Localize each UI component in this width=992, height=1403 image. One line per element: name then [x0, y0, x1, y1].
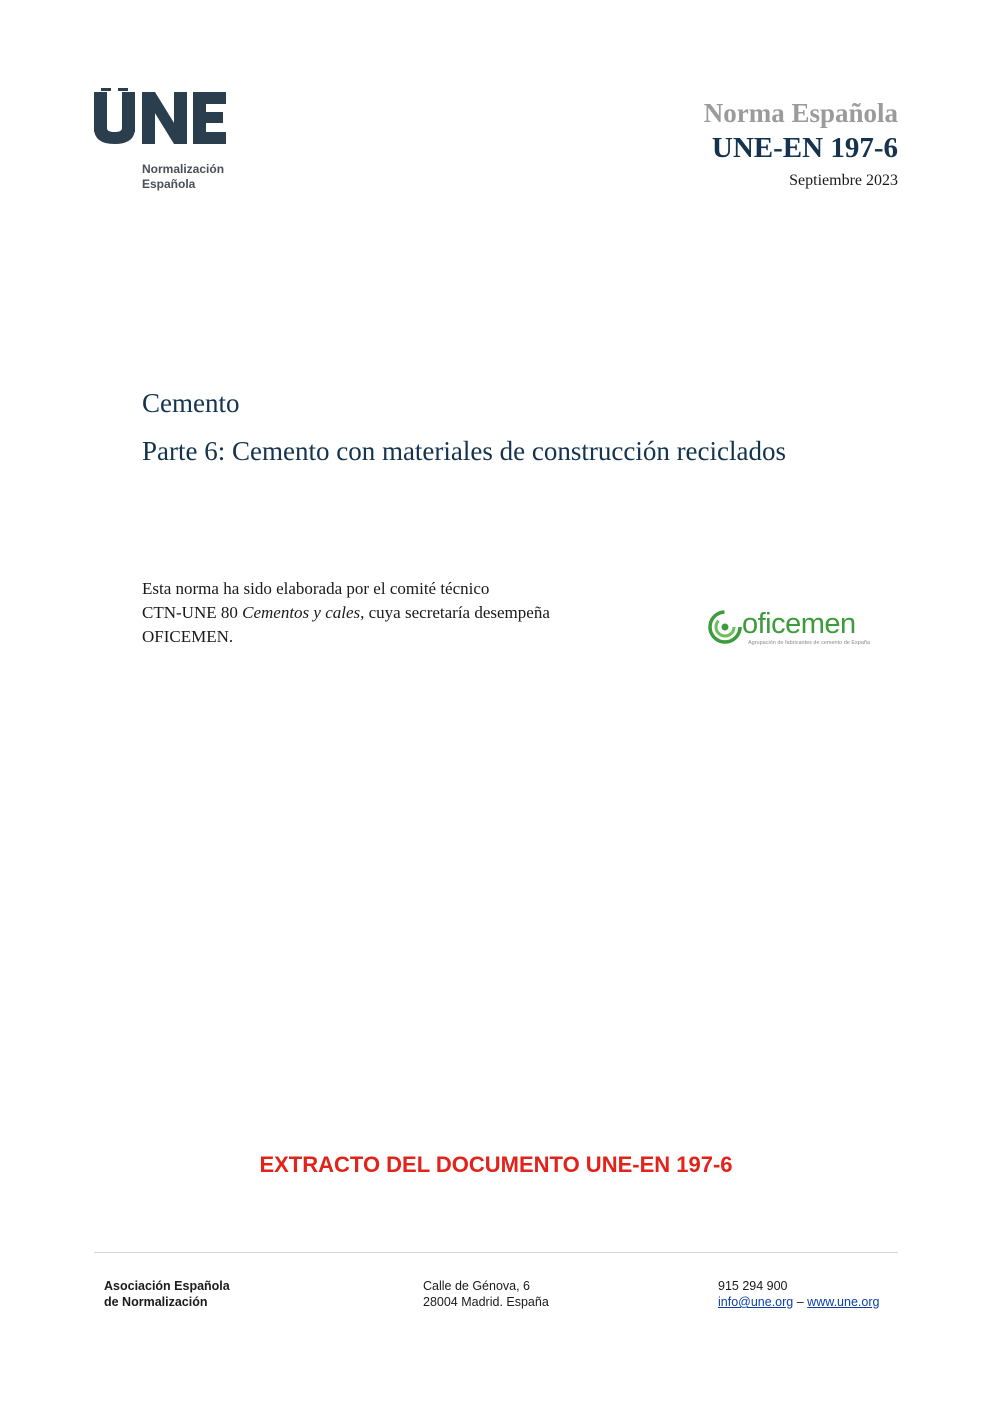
oficemen-swirl-icon: [706, 608, 746, 648]
committee-statement: [142, 577, 682, 649]
website-link[interactable]: www.une.org: [807, 1295, 880, 1309]
footer-divider: [94, 1252, 898, 1253]
extract-banner: EXTRACTO DEL DOCUMENTO UNE-EN 197-6: [259, 1152, 733, 1177]
oficemen-tagline: Agrupación de fabricantes de cemento de España: [748, 640, 870, 646]
une-logo: [92, 88, 252, 198]
committee-line2: [142, 601, 682, 625]
une-logo-subtitle-line2: Española: [142, 177, 196, 191]
footer-address: [423, 1278, 549, 1310]
committee-secretariat: OFICEMEN.: [142, 627, 234, 646]
footer-org-line2: de Normalización: [104, 1295, 208, 1309]
committee-code: CTN-UNE 80: [142, 603, 238, 622]
email-link[interactable]: info@une.org: [718, 1295, 794, 1309]
footer-organization: [104, 1278, 230, 1310]
une-logo-subtitle-line1: Normalización: [142, 162, 225, 176]
norma-date: Septiembre 2023: [789, 172, 898, 189]
footer-contact: [718, 1278, 879, 1310]
document-header: [704, 96, 898, 192]
committee-line2-suffix: , cuya secretaría desempeña: [360, 603, 550, 622]
committee-line1: Esta norma ha sido elaborada por el comité técnico: [142, 579, 490, 598]
une-wordmark-icon: [92, 88, 232, 148]
document-title: Cemento: [142, 388, 240, 418]
footer-phone: 915 294 900: [718, 1279, 788, 1293]
une-logo-subtitle: [142, 162, 224, 192]
footer-links: [718, 1294, 879, 1310]
norma-label: Norma Española: [703, 98, 898, 128]
oficemen-wordmark: oficemen: [742, 608, 856, 640]
footer-address-line1: Calle de Génova, 6: [423, 1279, 531, 1293]
committee-name: Cementos y cales: [242, 603, 361, 622]
oficemen-logo: [706, 606, 886, 652]
footer-org-line1: Asociación Española: [104, 1279, 230, 1293]
footer-link-separator: –: [796, 1295, 804, 1309]
footer-address-line2: 28004 Madrid. España: [423, 1295, 549, 1309]
title-block: [142, 385, 842, 469]
document-subtitle: Parte 6: Cemento con materiales de construcción reciclados: [142, 436, 787, 466]
norma-code: UNE-EN 197-6: [711, 132, 898, 164]
